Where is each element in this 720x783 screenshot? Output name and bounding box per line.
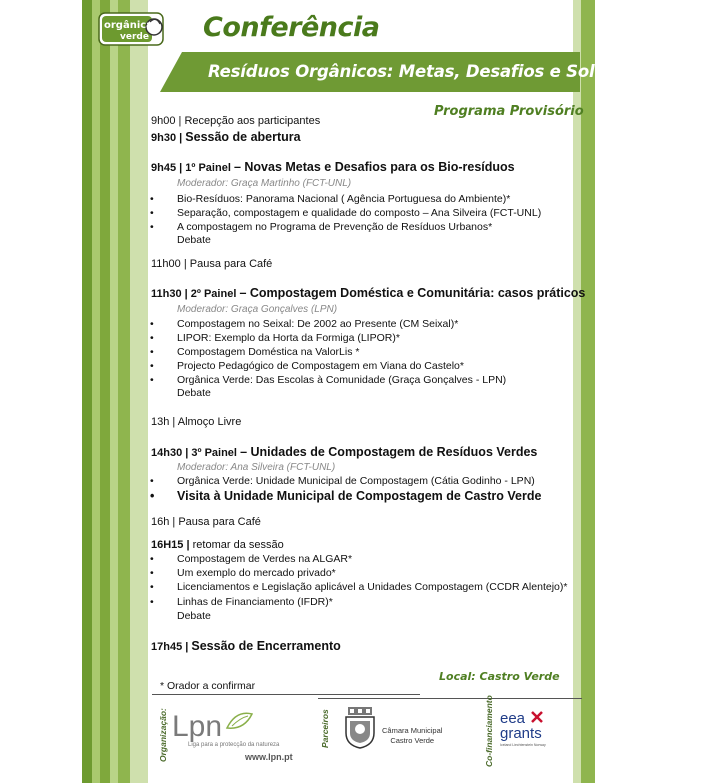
schedule-item-closing: 17h45 | Sessão de Encerramento (151, 639, 341, 653)
footnote-to-confirm: * Orador a confirmar (160, 680, 256, 692)
stripe-dark-3 (118, 0, 130, 783)
organica-verde-logo (98, 12, 164, 46)
schedule-item-coffee-1: 11h00 | Pausa para Café (151, 258, 273, 270)
logo-text-bottom: verde (120, 32, 149, 42)
session-debate: Debate (177, 610, 211, 622)
session-item: • Compostagem de Verdes na ALGAR* (150, 553, 353, 565)
schedule-item-lunch: 13h | Almoço Livre (151, 416, 242, 428)
stripe-light-1 (92, 0, 100, 783)
logo-text-top: orgânica (104, 20, 153, 31)
panel-2-item: • Compostagem Doméstica na ValorLis * (150, 346, 360, 358)
organization-label: Organização: (158, 708, 168, 762)
session-item: • Licenciamentos e Legislação aplicável a Unidades Compostagem (CCDR Alentejo)* (150, 581, 568, 593)
panel-1-item: • A compostagem no Programa de Prevenção de Resíduos Urbanos* (150, 221, 493, 233)
event-location: Local: Castro Verde (439, 670, 560, 683)
panel-3-heading: 14h30 | 3º Painel – Unidades de Compostagem de Resíduos Verdes (151, 445, 538, 459)
lpn-tagline: Liga para a protecção da natureza (188, 742, 280, 748)
panel-2-item: • LIPOR: Exemplo da Horta da Formiga (LIPOR)* (150, 332, 400, 344)
grants-text: grants (500, 725, 542, 742)
lpn-url: www.lpn.pt (245, 752, 293, 762)
eea-grants-logo (498, 706, 554, 750)
lpn-logo-text: Lpn (172, 710, 223, 743)
panel-1-item: • Bio-Resíduos: Panorama Nacional ( Agência Portuguesa do Ambiente)* (150, 193, 511, 205)
divider (318, 698, 582, 699)
municipality-name: Câmara Municipal Castro Verde (382, 726, 443, 745)
session-resume-heading: 16H15 | retomar da sessão (151, 539, 284, 551)
banner-title: Resíduos Orgânicos: Metas, Desafios e Soluções (208, 62, 648, 81)
stripe-light-2 (110, 0, 118, 783)
panel-1-moderator: Moderador: Graça Martinho (FCT-UNL) (177, 178, 352, 189)
lpn-logo (172, 706, 282, 750)
partners-label: Parceiros (320, 709, 330, 748)
panel-2-heading: 11h30 | 2º Painel – Compostagem Doméstica e Comunitária: casos práticos (151, 286, 586, 300)
schedule-item-reception: 9h00 | Recepção aos participantes (151, 115, 321, 127)
divider (152, 694, 420, 695)
panel-2-item: • Compostagem no Seixal: De 2002 ao Presente (CM Seixal)* (150, 318, 459, 330)
panel-2-debate: Debate (177, 387, 211, 399)
castro-verde-crest-icon (342, 707, 378, 749)
panel-1-debate: Debate (177, 234, 211, 246)
schedule-item-opening: 9h30 | Sessão de abertura (151, 130, 301, 144)
eea-tagline: Iceland Liechtenstein Norway (500, 743, 546, 747)
program-label: Programa Provisório (434, 104, 584, 119)
session-item: • Um exemplo do mercado privado* (150, 567, 336, 579)
cofinancing-label: Co-financiamento (484, 695, 494, 767)
panel-3-visit: • Visita à Unidade Municipal de Compostagem de Castro Verde (150, 489, 542, 503)
panel-2-item: • Orgânica Verde: Das Escolas à Comunidade (Graça Gonçalves - LPN) (150, 374, 507, 386)
stripe-dark-2 (100, 0, 110, 783)
session-item: • Linhas de Financiamento (IFDR)* (150, 596, 333, 608)
panel-3-item: • Orgânica Verde: Unidade Municipal de Compostagem (Cátia Godinho - LPN) (150, 475, 535, 487)
stripe-light-3 (130, 0, 148, 783)
schedule-item-coffee-2: 16h | Pausa para Café (151, 516, 261, 528)
panel-2-moderator: Moderador: Graça Gonçalves (LPN) (177, 304, 338, 315)
panel-1-item: • Separação, compostagem e qualidade do composto – Ana Silveira (FCT-UNL) (150, 207, 542, 219)
stripe-dark-1 (82, 0, 92, 783)
panel-2-item: • Projecto Pedagógico de Compostagem em Viana do Castelo* (150, 360, 464, 372)
page-title: Conferência (203, 12, 380, 43)
panel-3-moderator: Moderador: Ana Silveira (FCT-UNL) (177, 462, 336, 473)
panel-1-heading: 9h45 | 1º Painel – Novas Metas e Desafios para os Bio-resíduos (151, 160, 515, 174)
eea-text: eea (500, 710, 526, 727)
